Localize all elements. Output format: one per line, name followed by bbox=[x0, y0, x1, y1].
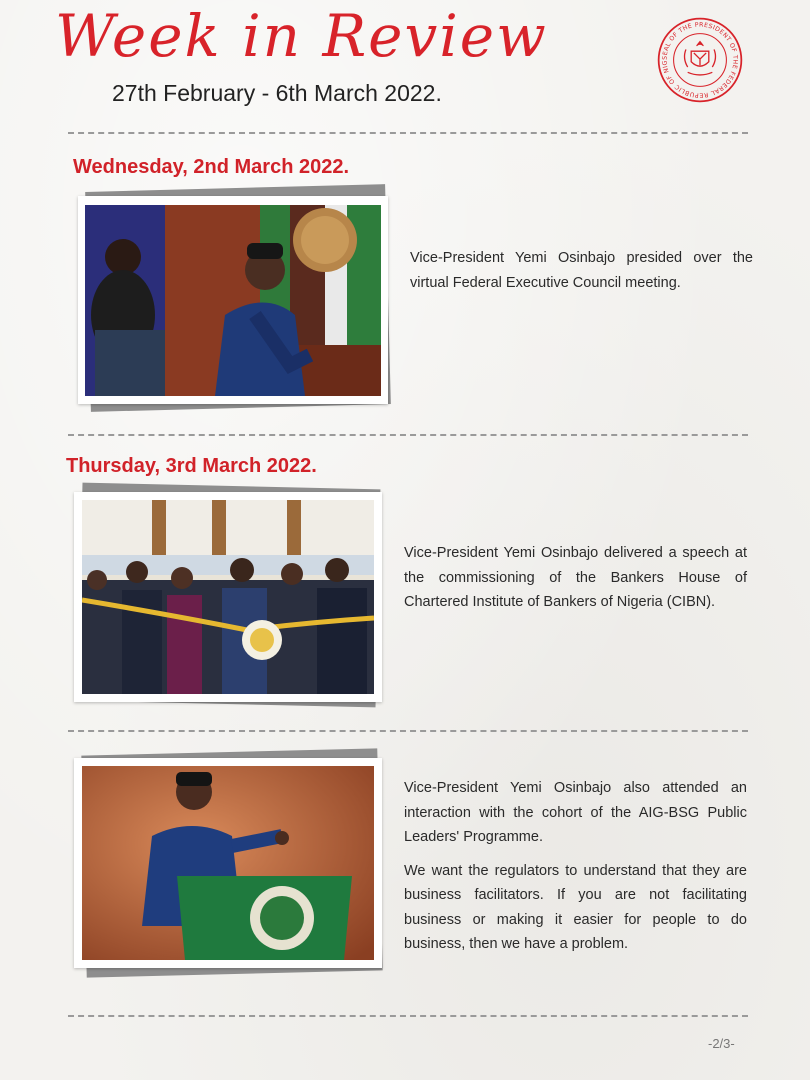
ribbon-cutting-photo bbox=[82, 500, 374, 694]
quote-paragraph: We want the regulators to understand that they are business facilitators. If you are not facilitating business or making it easier for people to do business, then we have a problem. bbox=[404, 862, 747, 952]
caption-paragraph: Vice-President Yemi Osinbajo delivered a speech at the commissioning of the Bankers House of Chartered Institute of Bankers of Nigeria (CIBN). bbox=[404, 545, 747, 610]
section-divider bbox=[68, 132, 748, 134]
section-divider bbox=[68, 730, 748, 732]
section-divider bbox=[68, 434, 748, 436]
caption-friday bbox=[404, 776, 747, 966]
fec-meeting-photo bbox=[85, 205, 381, 396]
caption-paragraph: Vice-President Yemi Osinbajo presided over the virtual Federal Executive Council meeting. bbox=[410, 250, 753, 291]
day-heading-thursday: Thursday, 3rd March 2022. bbox=[66, 455, 317, 477]
section-divider bbox=[68, 1015, 748, 1017]
podium-speech-photo bbox=[82, 766, 374, 960]
seal-text: SEAL OF THE PRESIDENT OF THE FEDERAL REPUBLIC OF NIG bbox=[661, 21, 739, 99]
caption-thursday bbox=[404, 541, 747, 624]
caption-paragraph: Vice-President Yemi Osinbajo also attended an interaction with the cohort of the AIG-BSG Public Leaders' Programme. bbox=[404, 780, 747, 845]
presidential-seal-icon bbox=[656, 16, 744, 104]
day-heading-wednesday: Wednesday, 2nd March 2022. bbox=[73, 156, 350, 178]
date-range: 27th February - 6th March 2022. bbox=[112, 80, 442, 106]
page-title: Week in Review bbox=[55, 2, 548, 70]
page-number: -2/3- bbox=[708, 1036, 735, 1051]
caption-wednesday bbox=[410, 246, 753, 304]
